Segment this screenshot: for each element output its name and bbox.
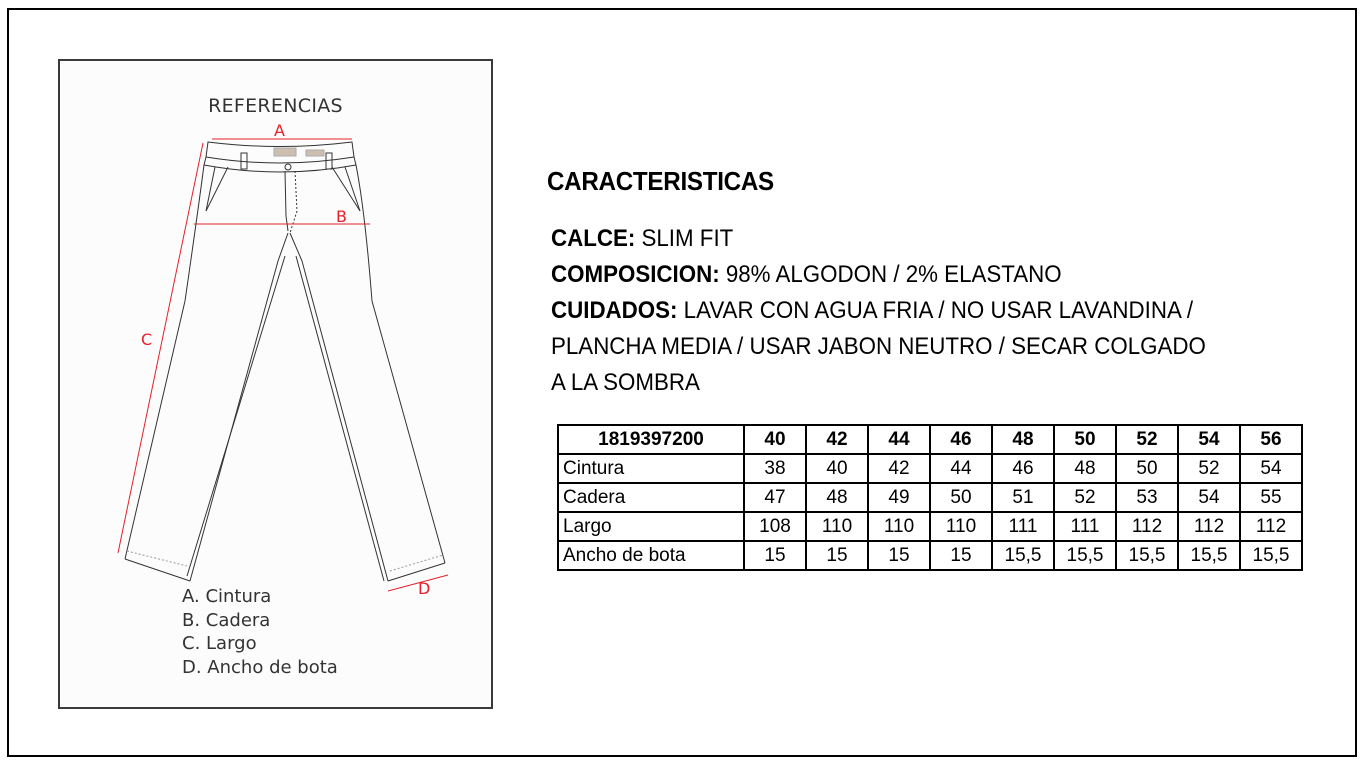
spec-composicion-label: COMPOSICION: [551,261,720,288]
references-panel [58,59,493,709]
table-cell: 38 [744,454,806,483]
size-header: 54 [1178,425,1240,454]
table-cell: 111 [992,512,1054,541]
table-cell: 112 [1178,512,1240,541]
table-cell: 15,5 [1054,541,1116,570]
table-cell: 15 [868,541,930,570]
table-cell: 15 [806,541,868,570]
spec-cuidados [551,293,1221,329]
size-table [557,424,1303,571]
spec-cuidados-value: LAVAR CON AGUA FRIA / NO USAR LAVANDINA / [677,297,1194,324]
table-row [558,541,1302,570]
characteristics-title: CARACTERISTICAS [547,166,774,196]
spec-cuidados-line3: A LA SOMBRA [551,369,700,396]
characteristics-specs [551,221,1221,401]
table-cell: 15,5 [1240,541,1302,570]
row-label: Largo [558,512,744,541]
table-cell: 110 [930,512,992,541]
table-cell: 54 [1240,454,1302,483]
table-cell: 15,5 [992,541,1054,570]
references-legend [182,585,338,679]
spec-composicion [551,257,1221,293]
table-cell: 50 [930,483,992,512]
table-cell: 49 [868,483,930,512]
size-header: 48 [992,425,1054,454]
row-label: Cintura [558,454,744,483]
table-cell: 52 [1178,454,1240,483]
table-cell: 50 [1116,454,1178,483]
table-cell: 55 [1240,483,1302,512]
table-cell: 112 [1116,512,1178,541]
marker-d: D [418,579,431,598]
table-cell: 112 [1240,512,1302,541]
table-cell: 47 [744,483,806,512]
size-header: 44 [868,425,930,454]
spec-calce-label: CALCE: [551,225,636,252]
table-row [558,454,1302,483]
table-cell: 110 [868,512,930,541]
size-header: 42 [806,425,868,454]
table-row [558,483,1302,512]
table-cell: 44 [930,454,992,483]
table-cell: 54 [1178,483,1240,512]
size-header: 52 [1116,425,1178,454]
table-cell: 15,5 [1116,541,1178,570]
legend-item-largo: C. Largo [182,633,257,654]
table-cell: 48 [806,483,868,512]
table-cell: 108 [744,512,806,541]
row-label: Ancho de bota [558,541,744,570]
size-header: 46 [930,425,992,454]
references-title: REFERENCIAS [208,95,343,117]
table-cell: 46 [992,454,1054,483]
table-cell: 48 [1054,454,1116,483]
table-cell: 52 [1054,483,1116,512]
size-header: 50 [1054,425,1116,454]
size-table-header [558,425,1302,454]
spec-composicion-value: 98% ALGODON / 2% ELASTANO [719,261,1062,288]
table-cell: 42 [868,454,930,483]
size-header: 56 [1240,425,1302,454]
marker-b: B [336,207,347,226]
legend-item-cintura: A. Cintura [182,586,272,607]
table-cell: 15,5 [1178,541,1240,570]
table-cell: 40 [806,454,868,483]
spec-calce [551,221,1221,257]
spec-cuidados-line2: PLANCHA MEDIA / USAR JABON NEUTRO / SECAR COLGADO [551,333,1206,360]
row-label: Cadera [558,483,744,512]
marker-c: C [141,330,153,349]
table-cell: 110 [806,512,868,541]
table-cell: 15 [930,541,992,570]
legend-item-cadera: B. Cadera [182,609,271,631]
legend-item-ancho-bota: D. Ancho de bota [182,656,338,678]
table-cell: 51 [992,483,1054,512]
table-cell: 111 [1054,512,1116,541]
table-cell: 53 [1116,483,1178,512]
product-code: 1819397200 [558,425,744,454]
table-cell: 15 [744,541,806,570]
marker-a: A [274,121,285,140]
table-row [558,512,1302,541]
spec-calce-value: SLIM FIT [635,225,734,252]
size-header: 40 [744,425,806,454]
spec-cuidados-label: CUIDADOS: [551,297,678,324]
